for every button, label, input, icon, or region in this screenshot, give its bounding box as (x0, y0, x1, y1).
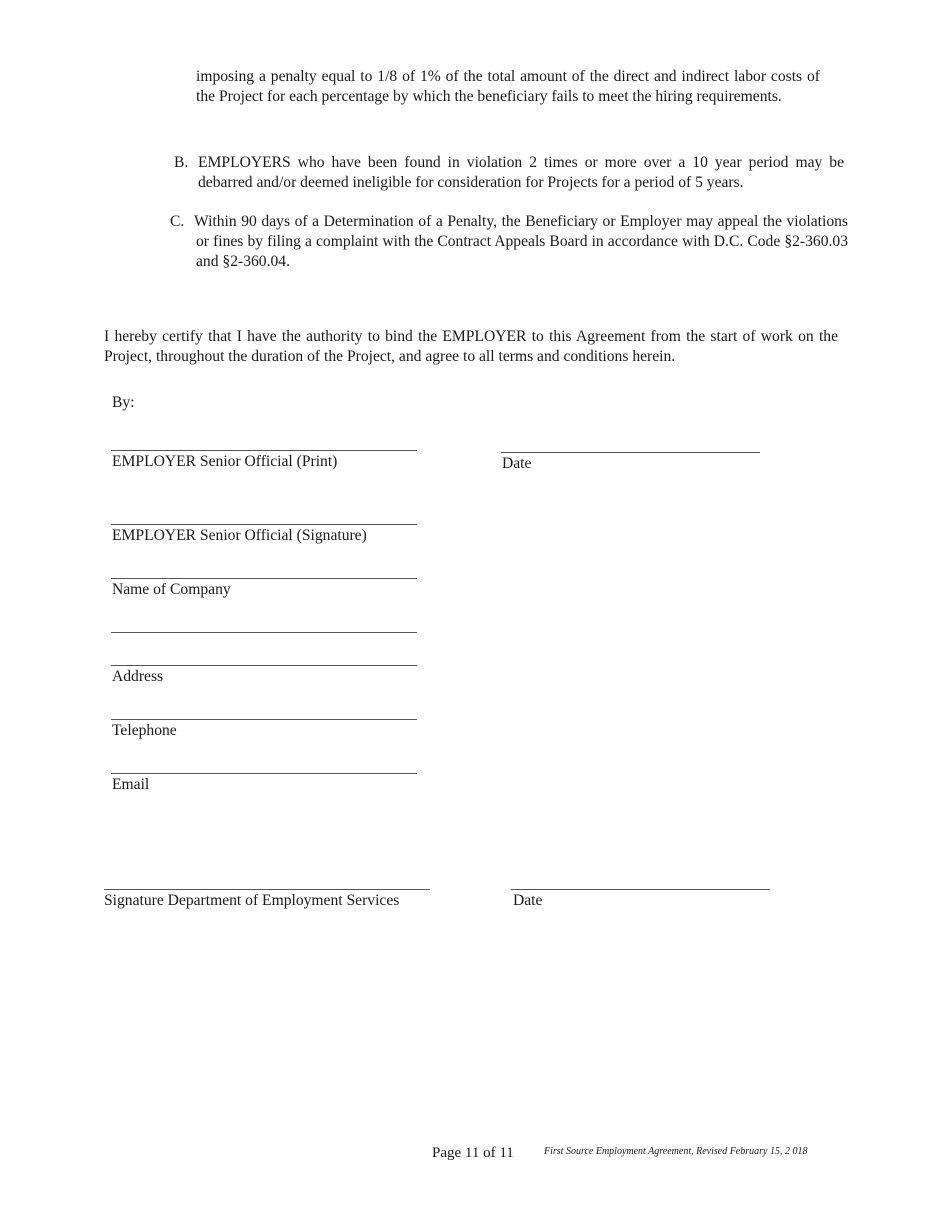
telephone-label: Telephone (112, 722, 177, 739)
does-date-label: Date (513, 892, 543, 909)
certification-paragraph: I hereby certify that I have the authority to bind the EMPLOYER to this Agreement from the start of work on the Project, throughout the duration of the Project, and agree to all terms and conditions herein. (104, 328, 838, 365)
item-c-text: Within 90 days of a Determination of a Penalty, the Beneficiary or Employer may appeal the violations or fines by filing a complaint with the Contract Appeals Board in accordance with D.C. Code §2-360.03 and §2-360.04. (194, 213, 848, 270)
item-b-marker: B. (174, 154, 189, 171)
email-line[interactable] (111, 773, 417, 774)
page-number: Page 11 of 11 (432, 1145, 514, 1161)
official-signature-line[interactable] (111, 524, 417, 525)
official-print-label: EMPLOYER Senior Official (Print) (112, 453, 338, 470)
revision-note: First Source Employment Agreement, Revised February 15, 2 018 (544, 1146, 808, 1157)
does-signature-line[interactable] (104, 889, 430, 890)
address-line-1[interactable] (111, 632, 417, 633)
address-label: Address (112, 668, 164, 685)
does-date-line[interactable] (511, 889, 770, 890)
official-print-line[interactable] (111, 450, 417, 451)
official-date-label: Date (502, 455, 532, 472)
continuation-paragraph (196, 67, 820, 107)
does-signature-label: Signature Department of Employment Services (104, 892, 400, 909)
item-c-marker: C. (170, 213, 185, 230)
telephone-line[interactable] (111, 719, 417, 720)
continuation-text: imposing a penalty equal to 1/8 of 1% of the total amount of the direct and indirect labor costs of the Project for each percentage by which the beneficiary fails to meet the hiring requirements. (196, 68, 820, 105)
company-line[interactable] (111, 578, 417, 579)
official-date-line[interactable] (501, 452, 760, 453)
item-b-text: EMPLOYERS who have been found in violation 2 times or more over a 10 year period may be debarred and/or deemed ineligible for consideration for Projects for a period of 5 years. (198, 154, 844, 191)
email-label: Email (112, 776, 150, 793)
address-line-2[interactable] (111, 665, 417, 666)
company-label: Name of Company (112, 581, 231, 598)
official-signature-label: EMPLOYER Senior Official (Signature) (112, 527, 367, 544)
by-label: By: (112, 394, 135, 411)
